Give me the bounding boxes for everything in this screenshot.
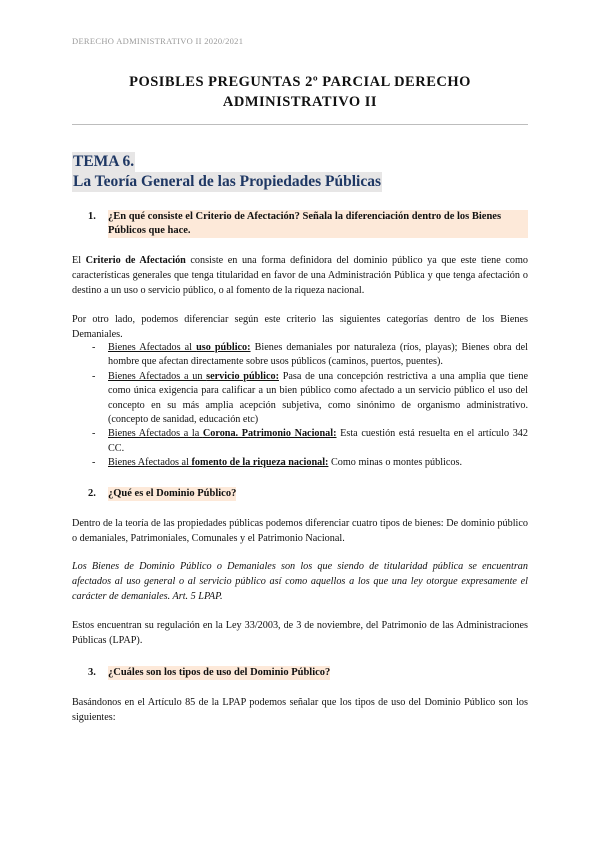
item-label: Bienes Afectados al	[108, 342, 197, 353]
item-text: Bienes demaniales por naturaleza (ríos, playas); Bienes obra del hombre que afectan directamente sobre usos públicos (caminos, puertos, puentes).	[108, 342, 528, 368]
italic-text: Los Bienes de Dominio Público o Demaniales son los que siendo de titularidad pública se encuentran afectados al uso general o al servicio público así como aquellos a los que una ley otorgue expresamente el carácter de demaniales. Art. 5 LPAP.	[72, 561, 528, 602]
question-1	[88, 210, 528, 238]
question-2	[88, 487, 528, 501]
list-bullet: -	[92, 457, 96, 469]
paragraph: Estos encuentran su regulación en la Ley 33/2003, de 3 de noviembre, del Patrimonio de las Administraciones Públicas (LPAP).	[72, 620, 528, 646]
question-number: 3.	[88, 667, 96, 678]
paragraph	[72, 253, 528, 298]
page-title-line-2: ADMINISTRATIVO II	[222, 94, 378, 110]
item-bold-term: uso público:	[196, 342, 251, 353]
title-divider	[72, 124, 528, 125]
question-text: ¿Cuáles son los tipos de uso del Dominio Público?	[108, 667, 331, 678]
item-bold-term: servicio público:	[206, 370, 279, 382]
item-text: Esta cuestión está resuelta en el artículo 342 CC.	[108, 428, 528, 454]
category-list	[92, 341, 528, 471]
item-label: Bienes Afectados a la	[108, 428, 203, 440]
item-text: Pasa de una concepción restrictiva a una amplia que tiene como única exigencia para calificar a un bien público como afectado a un servicio público el uso del concepto en su más amplia acepción subjetiva, como sinónimo de organismo administrativo. (concepto de sanidad, educación etc)	[108, 370, 529, 426]
item-text: Como minas o montes públicos.	[328, 457, 463, 469]
paragraph: Dentro de la teoría de las propiedades públicas podemos diferenciar cuatro tipos de bienes: De dominio público o demaniales, Patrimoniales, Comunales y el Patrimonio Nacional.	[72, 518, 528, 544]
section-heading: TEMA 6.	[73, 153, 135, 170]
list-bullet: -	[92, 370, 96, 382]
list-bullet: -	[92, 428, 96, 440]
question-text: ¿Qué es el Dominio Público?	[108, 488, 237, 499]
list-bullet: -	[92, 342, 96, 353]
running-header: DERECHO ADMINISTRATIVO II 2020/2021	[72, 36, 244, 46]
paragraph: Por otro lado, podemos diferenciar según este criterio las siguientes categorías dentro de los Bienes Demaniales.	[72, 314, 528, 340]
list-item	[92, 427, 528, 456]
list-item	[92, 456, 528, 470]
section-subtitle: La Teoría General de las Propiedades Públicas	[73, 173, 382, 190]
item-bold-term: fomento de la riqueza nacional:	[191, 457, 329, 469]
text-run: El	[72, 255, 86, 266]
item-bold-term: Corona. Patrimonio Nacional:	[202, 428, 337, 440]
paragraph: Basándonos en el Artículo 85 de la LPAP podemos señalar que los tipos de uso del Dominio Público son los siguientes:	[72, 697, 528, 723]
item-label: Bienes Afectados al	[108, 457, 192, 469]
text-run: consiste en una forma definidora del dominio público ya que este tiene como características generales que tenga titularidad en favor de una Administración Pública y que tenga afectación o destino a un uso o servicio público, o al fomento de la riqueza nacional.	[72, 255, 528, 296]
question-text: ¿En qué consiste el Criterio de Afectación? Señala la diferenciación dentro de los Bienes Públicos que hace.	[108, 210, 528, 238]
page-title	[72, 72, 528, 112]
question-number: 2.	[88, 488, 96, 499]
list-item	[92, 341, 528, 370]
list-item	[92, 370, 528, 428]
question-3	[88, 666, 528, 680]
bold-term: Criterio de Afectación	[85, 255, 186, 266]
paragraph-italic	[72, 559, 528, 604]
page-title-line-1: POSIBLES PREGUNTAS 2º PARCIAL DERECHO	[129, 74, 471, 90]
question-number: 1.	[88, 211, 96, 222]
item-label: Bienes Afectados a un	[108, 370, 207, 382]
